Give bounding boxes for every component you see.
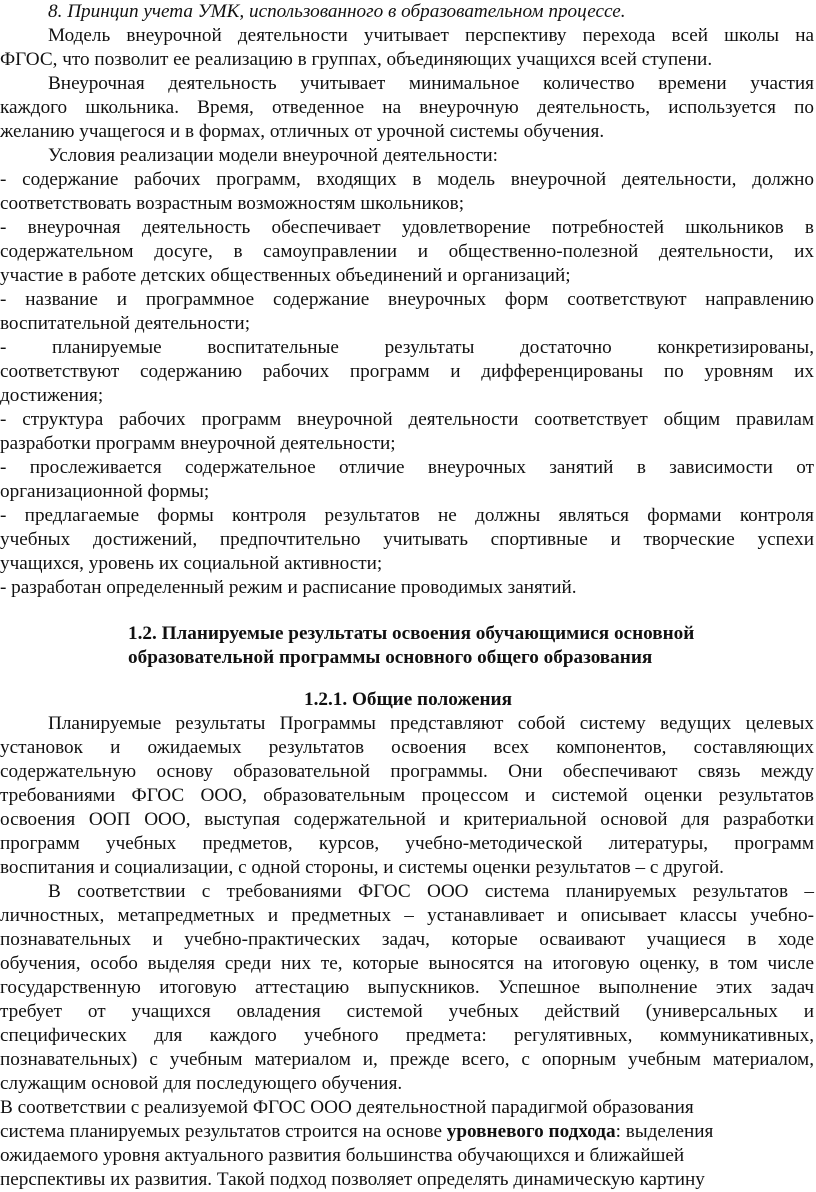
paragraph-3-text: система планируемых результатов строится на основе [0,1121,447,1142]
condition-line: соответствуют содержанию рабочих программ и дифференцированы по уровням их [0,361,814,382]
level-approach-term: уровневого подхода [446,1121,616,1142]
general-paragraph-2-line: В соответствии с требованиями ФГОС ООО система планируемых результатов – [48,881,814,902]
condition-line: учебных достижений, предпочтительно учитывать спортивные и творческие успехи [0,529,814,550]
condition-line: - внеурочная деятельность обеспечивает удовлетворение потребностей школьников в [0,217,814,238]
intro-paragraph-2-line: каждого школьника. Время, отведенное на внеурочную деятельность, используется по [0,97,814,118]
intro-paragraph-2-line: желанию учащегося и в формах, отличных от урочной системы обучения. [0,121,605,142]
general-paragraph-1-line: требованиями ФГОС ООО, образовательным процессом и системой оценки результатов [0,785,814,806]
general-paragraph-1-line: установок и ожидаемых результатов освоения всех компонентов, составляющих [0,737,814,758]
paragraph-3-text: : выделения [615,1121,714,1142]
general-paragraph-1-line: освоения ООП ООО, выступая содержательной и критериальной основой для разработки [0,809,814,830]
condition-line: участие в работе детских общественных объединений и организаций; [0,265,571,286]
general-paragraph-3-line [0,1120,814,1144]
section-1-2-title: 1.2. Планируемые результаты освоения обучающимися основной [128,623,695,644]
general-paragraph-3-line: В соответствии с реализуемой ФГОС ООО деятельностной парадигмой образования [0,1097,694,1118]
intro-paragraph-2-line: Внеурочная деятельность учитывает минимальное количество времени участия [48,73,814,94]
general-paragraph-2-line: познавательных и учебно-практических задач, которые осваивают учащиеся в ходе [0,929,814,950]
general-paragraph-2-line: познавательных) с учебным материалом и, прежде всего, с опорным учебным материалом, [0,1049,814,1070]
conditions-heading: Условия реализации модели внеурочной деятельности: [48,145,498,166]
condition-line: - разработан определенный режим и расписание проводимых занятий. [0,577,577,598]
section-1-2-1-title: 1.2.1. Общие положения [304,689,512,710]
general-paragraph-2-line: обучения, особо выделяя среди них те, которые выносятся на итоговую оценку, в том числе [0,953,814,974]
general-paragraph-2-line: государственную итоговую аттестацию выпускников. Успешное выполнение этих задач [0,977,814,998]
condition-line: соответствовать возрастным возможностям школьников; [0,193,465,214]
condition-line: разработки программ внеурочной деятельности; [0,433,396,454]
section-1-2-title: образовательной программы основного общего образования [128,647,653,668]
intro-paragraph-1-line: Модель внеурочной деятельности учитывает перспективу перехода всей школы на [48,25,814,46]
general-paragraph-1-line: программ учебных предметов, курсов, учебно-методической литературы, программ [0,833,814,854]
condition-line: учащихся, уровень их социальной активности; [0,553,383,574]
general-paragraph-3-line: ожидаемого уровня актуального развития большинства обучающихся и ближайшей [0,1145,685,1166]
condition-line: - предлагаемые формы контроля результатов не должны являться формами контроля [0,505,814,526]
condition-line: содержательном досуге, в самоуправлении и общественно-полезной деятельности, их [0,241,814,262]
general-paragraph-1-line: Планируемые результаты Программы представляют собой систему ведущих целевых [48,713,814,734]
general-paragraph-3-line: перспективы их развития. Такой подход позволяет определять динамическую картину [0,1169,705,1190]
general-paragraph-2-line: личностных, метапредметных и предметных – устанавливает и описывает классы учебно- [0,905,814,926]
general-paragraph-1-line: воспитания и социализации, с одной стороны, и системы оценки результатов – с другой. [0,857,724,878]
principle-8-title: 8. Принцип учета УМК, использованного в образовательном процессе. [48,1,626,22]
condition-line: достижения; [0,385,104,406]
general-paragraph-2-line: требует от учащихся овладения системой учебных действий (универсальных и [0,1001,814,1022]
general-paragraph-2-line: специфических для каждого учебного предмета: регулятивных, коммуникативных, [0,1025,814,1046]
condition-line: воспитательной деятельности; [0,313,251,334]
general-paragraph-1-line: содержательную основу образовательной программы. Они обеспечивают связь между [0,761,814,782]
condition-line: - структура рабочих программ внеурочной деятельности соответствует общим правилам [0,409,814,430]
general-paragraph-2-line: служащим основой для последующего обучения. [0,1073,403,1094]
condition-line: - планируемые воспитательные результаты достаточно конкретизированы, [0,337,814,358]
intro-paragraph-1-line: ФГОС, что позволит ее реализацию в группах, объединяющих учащихся всей ступени. [0,49,713,70]
condition-line: организационной формы; [0,481,210,502]
condition-line: - содержание рабочих программ, входящих в модель внеурочной деятельности, должно [0,169,814,190]
condition-line: - прослеживается содержательное отличие внеурочных занятий в зависимости от [0,457,814,478]
condition-line: - название и программное содержание внеурочных форм соответствуют направлению [0,289,814,310]
